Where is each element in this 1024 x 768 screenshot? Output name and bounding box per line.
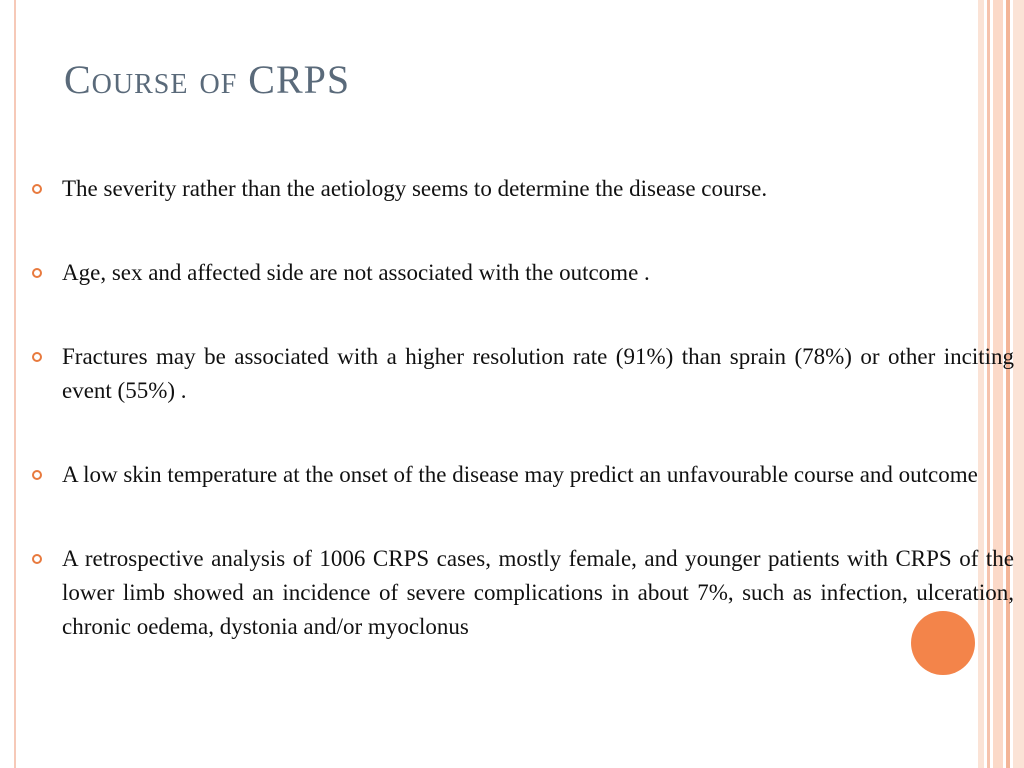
bullet-text: A low skin temperature at the onset of the disease may predict an unfavourable course and outcome bbox=[62, 462, 978, 487]
bullet-item bbox=[32, 542, 1014, 644]
bullet-list bbox=[32, 172, 1014, 644]
bullet-text: A retrospective analysis of 1006 CRPS cases, mostly female, and younger patients with CRPS of the lower limb showed an incidence of severe complications in about 7%, such as infection, ulceration, chronic oedema, dystonia and/or myoclonus bbox=[62, 546, 1014, 639]
bullet-item bbox=[32, 340, 1014, 408]
hollow-circle-bullet-icon bbox=[32, 352, 42, 362]
orange-circle-decoration bbox=[911, 611, 975, 675]
bullet-text: Age, sex and affected side are not associated with the outcome . bbox=[62, 260, 650, 285]
left-border-rule bbox=[14, 0, 16, 768]
hollow-circle-bullet-icon bbox=[32, 554, 42, 564]
slide-title: Course of CRPS bbox=[64, 57, 351, 102]
bullet-item bbox=[32, 256, 1014, 290]
bullet-text: The severity rather than the aetiology seems to determine the disease course. bbox=[62, 176, 768, 201]
hollow-circle-bullet-icon bbox=[32, 184, 42, 194]
hollow-circle-bullet-icon bbox=[32, 268, 42, 278]
bullet-item bbox=[32, 172, 1014, 206]
bullet-item bbox=[32, 458, 1014, 492]
hollow-circle-bullet-icon bbox=[32, 470, 42, 480]
bullet-text: Fractures may be associated with a higher resolution rate (91%) than sprain (78%) or other inciting event (55%) . bbox=[62, 344, 1014, 403]
right-stripe-5 bbox=[1013, 0, 1024, 768]
